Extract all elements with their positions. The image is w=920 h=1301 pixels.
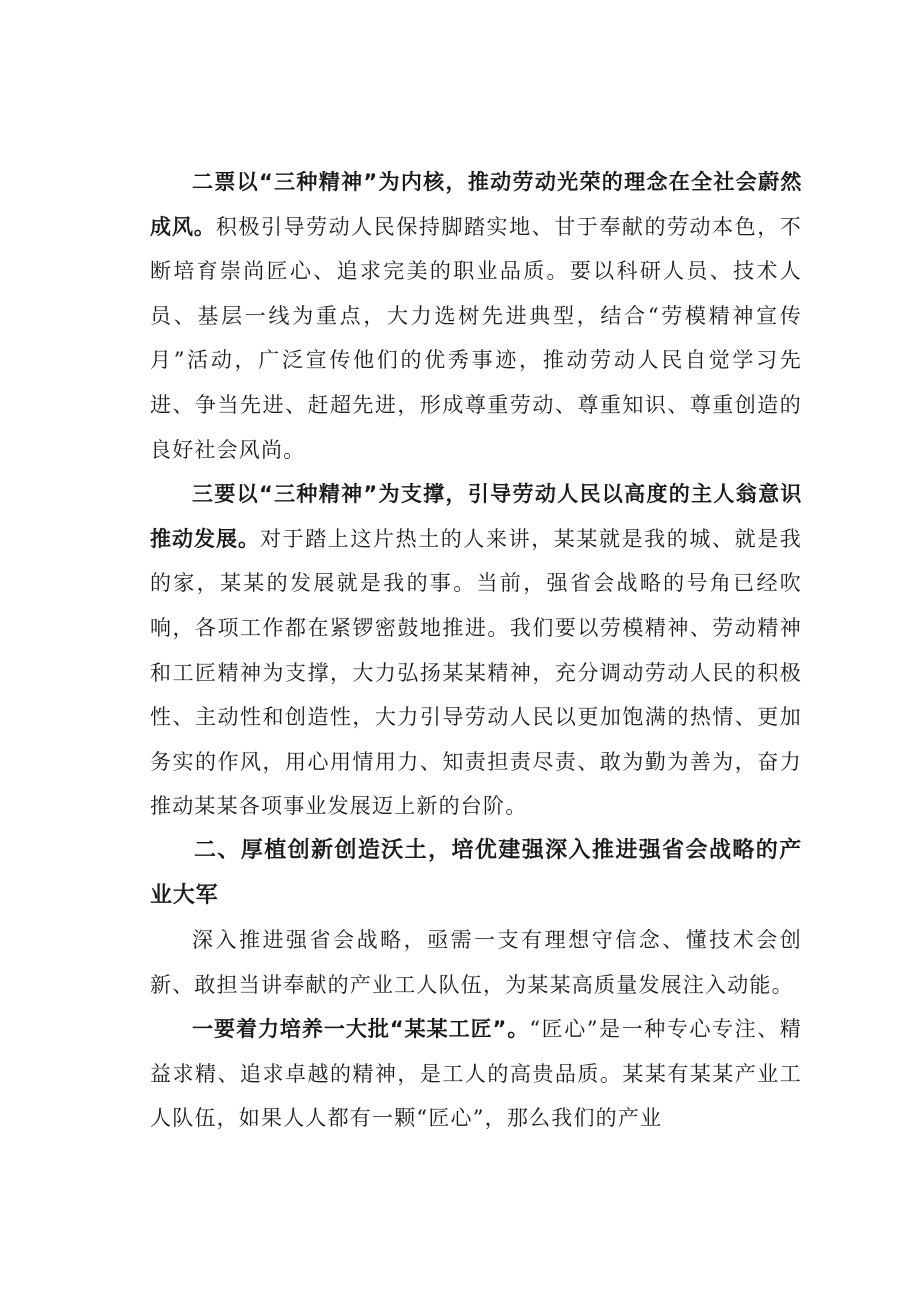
- section-heading: 二、厚植创新创造沃土，培优建强深入推进强省会战略的产业大军: [150, 837, 802, 908]
- paragraph-body: “匠心”是一种专心专注、精益求精、追求卓越的精神，是工人的高贵品质。某某有某某产业工人队伍，如果人人都有一颗“匠心”，那么我们的产业: [150, 1017, 802, 1131]
- paragraph-lead: 一要着力培养一大批“某某工匠”。: [192, 1017, 530, 1042]
- paragraph-body: 积极引导劳动人民保持脚踏实地、甘于奉献的劳动本色，不断培育崇尚匠心、追求完美的职业品质。要以科研人员、技术人员、基层一线为重点，大力选树先进典型，结合“劳模精神宣传月”活动，广泛宣传他们的优秀事迹，推动劳动人民自觉学习先进、争当先进、赶超先进，形成尊重劳动、尊重知识、尊重创造的良好社会风尚。: [150, 214, 802, 462]
- paragraph-lead: 二票以“三种精神”为内核，推动劳动光荣的理念在全社会蔚然成风。: [150, 170, 802, 239]
- paragraph-first-point: [150, 1007, 802, 1141]
- paragraph-body: 对于踏上这片热土的人来讲，某某就是我的城、就是我的家，某某的发展就是我的事。当前，强省会战略的号角已经吹响，各项工作都在紧锣密鼓地推进。我们要以劳模精神、劳动精神和工匠精神为支撑，大力弘扬某某精神，充分调动劳动人民的积极性、主动性和创造性，大力引导劳动人民以更加饱满的热情、更加务实的作风，用心用情用力、知责担责尽责、敢为勤为善为，奋力推动某某各项事业发展迈上新的台阶。: [150, 526, 802, 819]
- document-page: [150, 160, 802, 1141]
- paragraph-lead: 三要以“三种精神”为支撑，引导劳动人民以高度的主人翁意识推动发展。: [150, 482, 802, 551]
- paragraph-section-intro: [150, 918, 802, 1007]
- paragraph-second-point: [150, 160, 802, 472]
- paragraph-body: 深入推进强省会战略，亟需一支有理想守信念、懂技术会创新、敢担当讲奉献的产业工人队伍，为某某高质量发展注入动能。: [150, 928, 802, 997]
- paragraph-third-point: [150, 472, 802, 829]
